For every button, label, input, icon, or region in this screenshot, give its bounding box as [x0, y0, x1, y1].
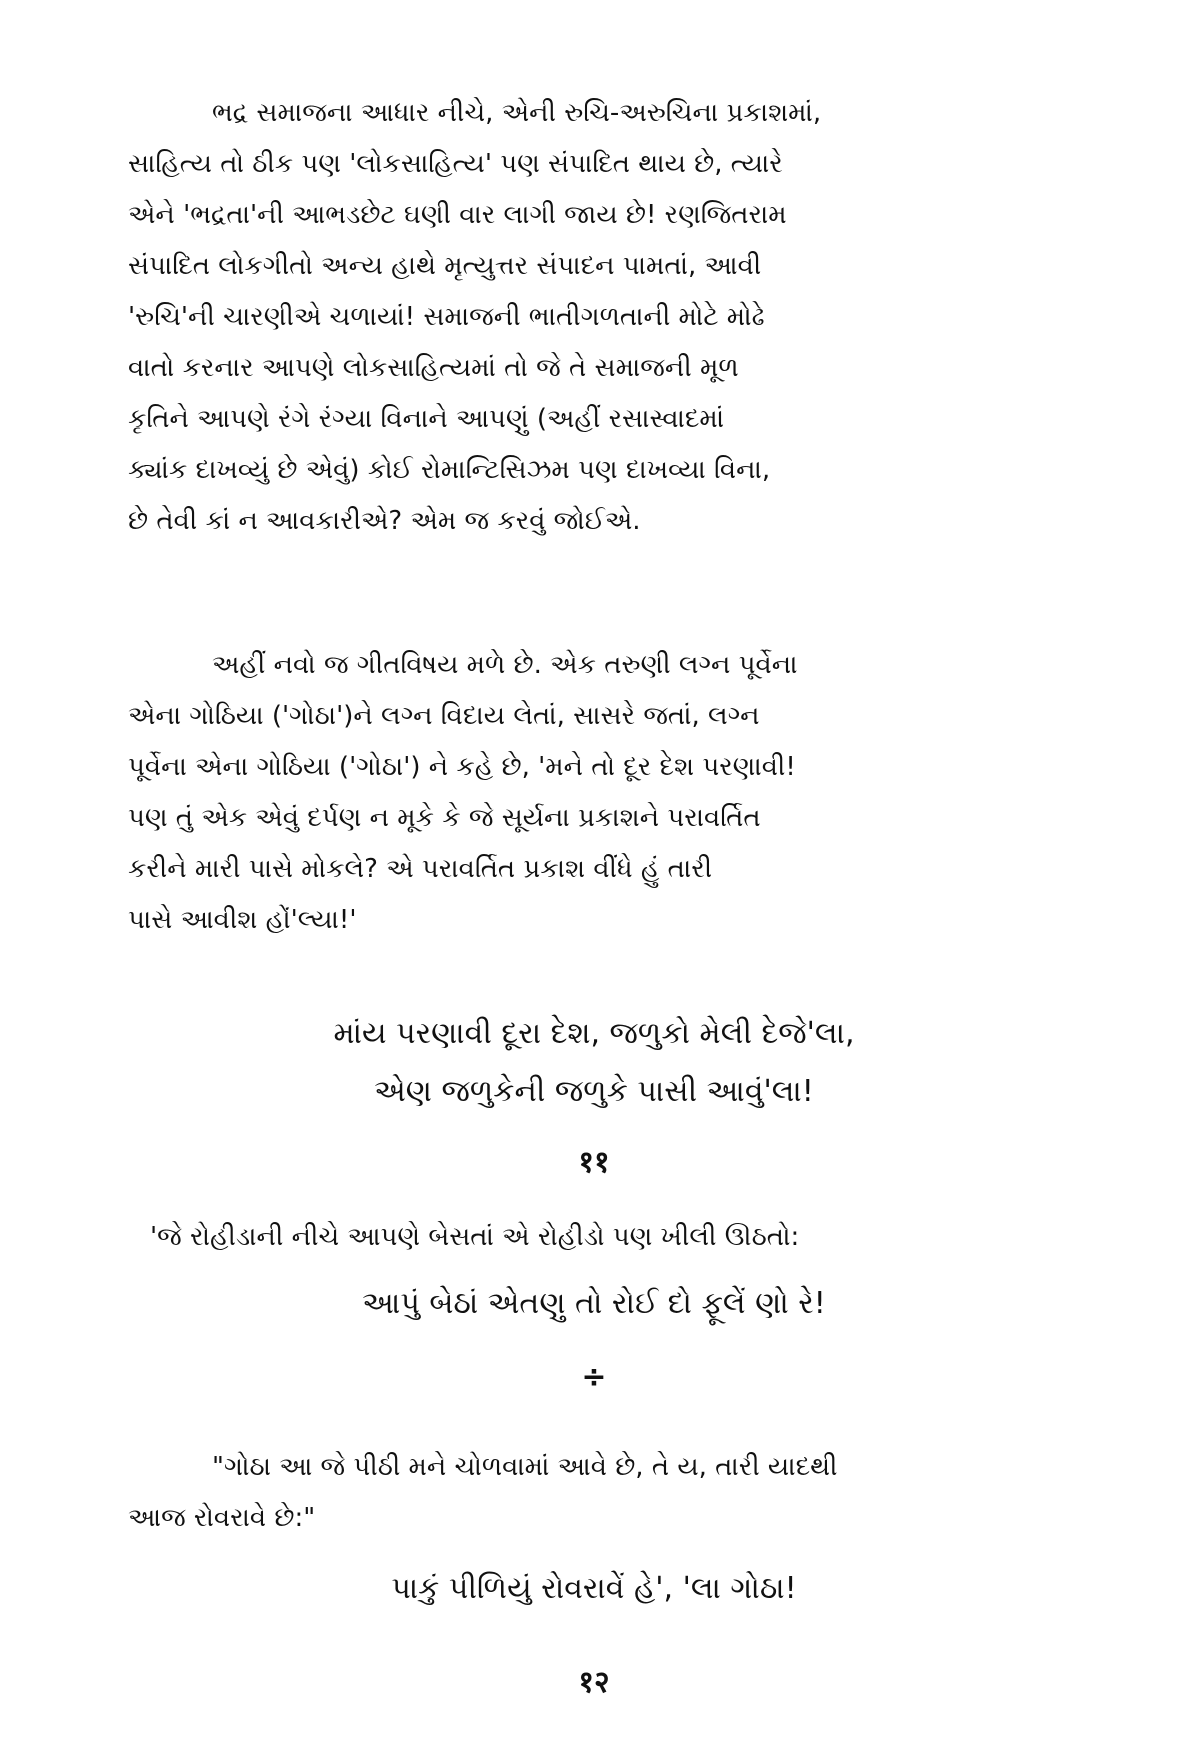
verse-line: પાકું પીળિયું રોવરાવેં હે', 'લા ગોઠા!: [391, 1571, 797, 1606]
para2-line: અહીં નવો જ ગીતવિષય મળે છે. એક તરુણી લગ્ન પૂર્વેના: [212, 650, 798, 680]
paragraph-3: [128, 1442, 1072, 1544]
para2-line: એના ગોઠિયા ('ગોઠા')ને લગ્ન વિદાય લેતાં, સાસરે જતાં, લગ્ન: [128, 701, 760, 731]
para1-line: વાતો કરનાર આપણે લોકસાહિત્યમાં તો જે તે સમાજની મૂળ: [128, 353, 739, 383]
para1-line: છે તેવી કાં ન આવકારીએ? એમ જ કરવું જોઈએ.: [128, 506, 641, 536]
verse-block-3: [0, 1560, 1188, 1618]
para1-line: ભદ્ર સમાજના આધાર નીચે, એની રુચિ-અરુચિના પ્રકાશમાં,: [212, 98, 822, 128]
para1-line: એને 'ભદ્રતા'ની આભડછેટ ઘણી વાર લાગી જાય છે! રણજિતરામ: [128, 200, 787, 230]
para2-line: પૂર્વેના એના ગોઠિયા ('ગોઠા') ને કહે છે, 'મને તો દૂર દેશ પરણાવી!: [128, 752, 796, 782]
para2-line: પણ તું એક એવું દર્પણ ન મૂકે કે જે સૂર્યના પ્રકાશને પરાવર્તિત: [128, 803, 761, 833]
para1-line: કૃતિને આપણે રંગે રંગ્યા વિનાને આપણું (અહીં રસાસ્વાદમાં: [128, 404, 725, 434]
paragraph-2: [128, 640, 1072, 946]
verse-block-1: [0, 1005, 1188, 1121]
para1-line: 'રુચિ'ની ચારણીએ ચળાયાં! સમાજની ભાતીગળતાની મોટે મોઢે: [128, 302, 765, 332]
verse-line: એણ જળુકેની જળુકે પાસી આવું'લા!: [374, 1074, 814, 1109]
para2-line: કરીને મારી પાસે મોકલે? એ પરાવર્તિત પ્રકાશ વીંધે હું તારી: [128, 854, 713, 884]
section-separator: ÷: [581, 1360, 607, 1395]
para1-line: ક્યાંક દાખવ્યું છે એવું) કોઈ રોમાન્ટિસિઝમ પણ દાખવ્યા વિના,: [128, 455, 771, 485]
section-number-1: ११: [578, 1145, 610, 1180]
para1-line: સાહિત્ય તો ઠીક પણ 'લોકસાહિત્ય' પણ સંપાદિત થાય છે, ત્યારે: [128, 149, 783, 179]
verse-line: માંય પરણાવી દૂરા દેશ, જળુકો મેલી દેજે'લા,: [333, 1016, 855, 1051]
verse-line: આપું બેઠાં એતણુ તો રોઈ દો ફૂલેં ણો રે!: [362, 1286, 826, 1321]
quote-line: 'જે રોહીડાની નીચે આપણે બેસતાં એ રોહીડો પણ ખીલી ઊઠતો:: [150, 1222, 800, 1252]
para2-line: પાસે આવીશ હોં'લ્યા!': [128, 905, 357, 935]
paragraph-1: [128, 88, 1072, 547]
section-number-2: १२: [578, 1665, 610, 1700]
para3-line: "ગોઠા આ જે પીઠી મને ચોળવામાં આવે છે, તે ય, તારી યાદથી: [212, 1452, 838, 1482]
para3-line: આજ રોવરાવે છે:": [128, 1503, 316, 1533]
para1-line: સંપાદિત લોકગીતો અન્ય હાથે મૃત્યુત્તર સંપાદન પામતાં, આવી: [128, 251, 762, 281]
verse-block-2: [0, 1275, 1188, 1333]
